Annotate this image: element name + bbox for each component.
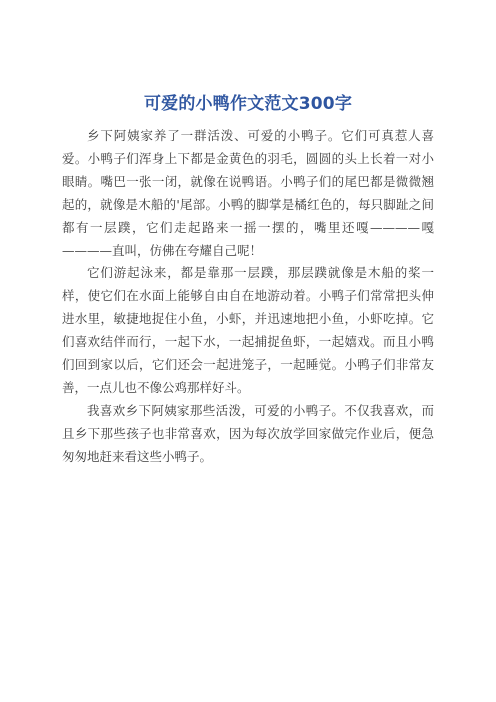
paragraph-3: 我喜欢乡下阿姨家那些活泼，可爱的小鸭子。不仅我喜欢，而且乡下那些孩子也非常喜欢，因为每次放学回家做完作业后，便急匆匆地赶来看这些小鸭子。	[62, 402, 434, 464]
paragraph-1: 乡下阿姨家养了一群活泼、可爱的小鸭子。它们可真惹人喜爱。小鸭子们浑身上下都是金黄色的羽毛，圆圆的头上长着一对小眼睛。嘴巴一张一闭，就像在说鸭语。小鸭子们的尾巴都是微微翘起的，就像是木船的'尾部。小鸭的脚掌是橘红色的，每只脚趾之间都有一层蹼，它们走起路来一摇一摆的，嘴里还嘎————嘎————直叫，仿佛在夸耀自己呢！	[62, 128, 434, 258]
paragraph-2: 它们游起泳来，都是靠那一层蹼，那层蹼就像是木船的桨一样，使它们在水面上能够自由自在地游动着。小鸭子们常常把头伸进水里，敏捷地捉住小鱼，小虾，并迅速地把小鱼，小虾吃掉。它们喜欢结伴而行，一起下水，一起捕捉鱼虾，一起嬉戏。而且小鸭们回到家以后，它们还会一起进笼子，一起睡觉。小鸭子们非常友善，一点儿也不像公鸡那样好斗。	[62, 265, 434, 395]
page-title: 可爱的小鸭作文范文300字	[143, 94, 353, 114]
article-body	[62, 125, 434, 469]
